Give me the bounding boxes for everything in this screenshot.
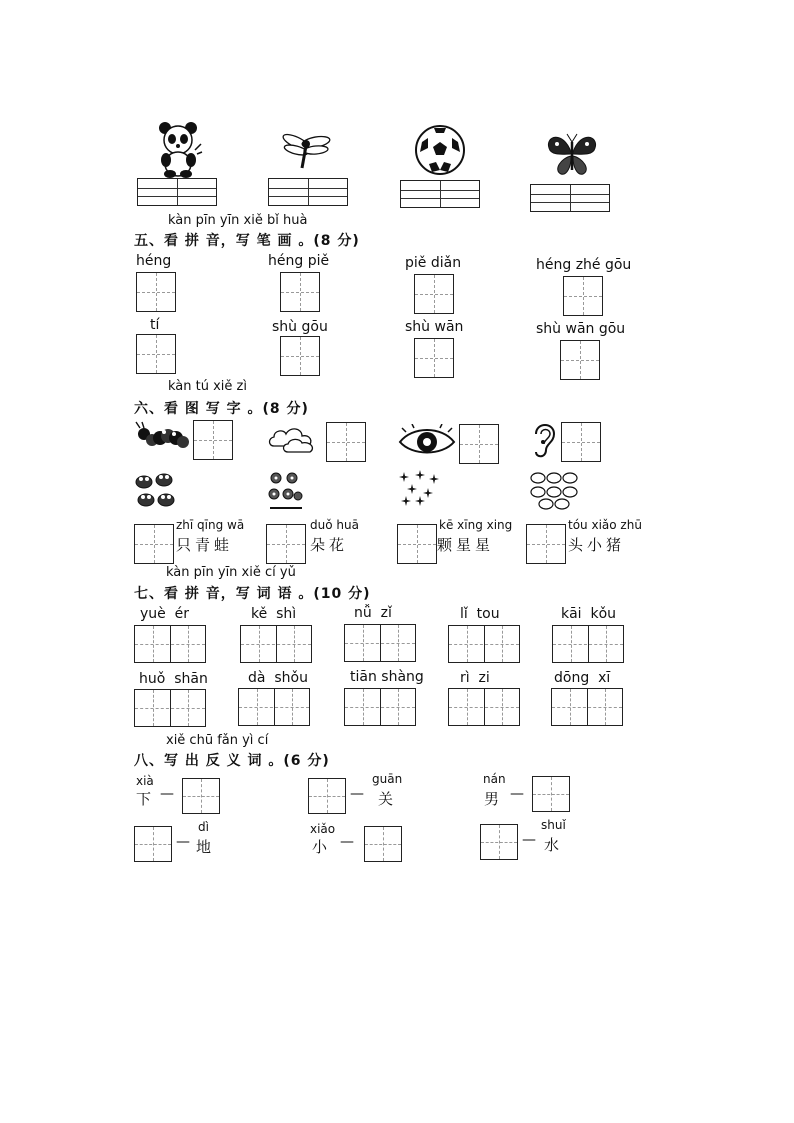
stroke-answer-box[interactable] <box>136 334 176 374</box>
antonym-pinyin: dì <box>198 820 209 834</box>
word-pinyin: rì zi <box>460 670 490 686</box>
word-pinyin: huǒ shān <box>139 671 208 687</box>
flowers-icon <box>266 470 306 510</box>
word-answer-box[interactable] <box>240 625 312 663</box>
word-pinyin: tiān shàng <box>350 669 424 685</box>
antonym-answer-box[interactable] <box>134 826 172 862</box>
dash: — <box>340 834 354 850</box>
dash: — <box>350 786 364 802</box>
word-answer-box[interactable] <box>448 688 520 726</box>
section7-title: 七、看 拼 音，写 词 语 。(10 分) <box>134 586 371 602</box>
char-answer-box[interactable] <box>459 424 499 464</box>
eye-icon <box>398 424 456 458</box>
word-answer-box[interactable] <box>344 624 416 662</box>
writing-box[interactable] <box>530 184 610 212</box>
word-pinyin: lǐ tou <box>460 606 500 622</box>
stroke-answer-box[interactable] <box>136 272 176 312</box>
group-text: 头小猪 <box>568 536 626 554</box>
stroke-label: shù wān gōu <box>536 321 626 337</box>
stars-icon <box>398 470 440 508</box>
dash: — <box>522 832 536 848</box>
group-pinyin: tóu xiǎo zhū <box>568 518 642 532</box>
stroke-label: shù gōu <box>272 319 328 335</box>
antonym-answer-box[interactable] <box>480 824 518 860</box>
dragonfly-icon <box>278 128 336 174</box>
section5-pinyin: kàn pīn yīn xiě bǐ huà <box>168 213 308 228</box>
writing-box[interactable] <box>400 180 480 208</box>
word-answer-box[interactable] <box>344 688 416 726</box>
number-answer-box[interactable] <box>134 524 174 564</box>
word-answer-box[interactable] <box>552 625 624 663</box>
panda-icon <box>155 120 203 178</box>
stroke-label: piě diǎn <box>405 255 462 271</box>
antonym-pinyin: nán <box>483 772 506 786</box>
word-pinyin: kě shì <box>251 606 297 622</box>
section6-title: 六、看 图 写 字 。(8 分) <box>134 401 309 417</box>
word-answer-box[interactable] <box>448 625 520 663</box>
word-pinyin: yuè ér <box>140 606 190 622</box>
word-pinyin: dōng xī <box>554 670 611 686</box>
antonym-pinyin: shuǐ <box>541 818 566 832</box>
stroke-answer-box[interactable] <box>563 276 603 316</box>
antonym-char: 男 <box>484 790 504 808</box>
soccer-ball-icon <box>414 124 466 176</box>
word-pinyin: dà shǒu <box>248 670 308 686</box>
char-answer-box[interactable] <box>193 420 233 460</box>
group-text: 只青蛙 <box>176 536 234 554</box>
group-text: 朵花 <box>310 536 349 554</box>
number-answer-box[interactable] <box>526 524 566 564</box>
antonym-char: 下 <box>136 790 156 808</box>
pigs-icon <box>528 470 582 510</box>
word-pinyin: nǚ zǐ <box>354 605 392 621</box>
butterfly-icon <box>543 130 601 178</box>
char-answer-box[interactable] <box>326 422 366 462</box>
stroke-label: shù wān <box>405 319 464 335</box>
antonym-char: 水 <box>544 836 564 854</box>
dash: — <box>176 834 190 850</box>
antonym-answer-box[interactable] <box>182 778 220 814</box>
group-pinyin: zhī qīng wā <box>176 518 245 532</box>
antonym-pinyin: xià <box>136 774 154 788</box>
section8-title: 八、写 出 反 义 词 。(6 分) <box>134 753 330 769</box>
section7-pinyin: kàn pīn yīn xiě cí yǔ <box>166 565 296 580</box>
char-answer-box[interactable] <box>561 422 601 462</box>
stroke-answer-box[interactable] <box>280 272 320 312</box>
antonym-char: 小 <box>312 838 332 856</box>
dash: — <box>160 786 174 802</box>
antonym-char: 关 <box>378 790 398 808</box>
antonym-answer-box[interactable] <box>364 826 402 862</box>
section5-title: 五、看 拼 音，写 笔 画 。(8 分) <box>134 233 360 249</box>
antonym-char: 地 <box>196 838 216 856</box>
stroke-label: héng <box>136 253 172 269</box>
stroke-answer-box[interactable] <box>560 340 600 380</box>
stroke-answer-box[interactable] <box>280 336 320 376</box>
number-answer-box[interactable] <box>266 524 306 564</box>
word-answer-box[interactable] <box>551 688 623 726</box>
ear-icon <box>530 420 558 460</box>
caterpillar-icon <box>134 420 190 456</box>
stroke-label: héng zhé gōu <box>536 257 632 273</box>
word-answer-box[interactable] <box>238 688 310 726</box>
antonym-answer-box[interactable] <box>532 776 570 812</box>
antonym-pinyin: xiǎo <box>310 822 336 836</box>
stroke-label: héng piě <box>268 253 330 269</box>
frogs-icon <box>134 470 184 510</box>
word-answer-box[interactable] <box>134 689 206 727</box>
number-answer-box[interactable] <box>397 524 437 564</box>
cloud-icon <box>266 424 322 456</box>
group-text: 颗星星 <box>437 536 495 554</box>
dash: — <box>510 786 524 802</box>
section8-pinyin: xiě chū fǎn yì cí <box>166 733 269 748</box>
group-pinyin: kē xīng xing <box>439 518 513 532</box>
word-pinyin: kāi kǒu <box>561 606 617 622</box>
writing-box[interactable] <box>137 178 217 206</box>
antonym-pinyin: guān <box>372 772 403 786</box>
section6-pinyin: kàn tú xiě zì <box>168 379 247 394</box>
stroke-answer-box[interactable] <box>414 338 454 378</box>
writing-box[interactable] <box>268 178 348 206</box>
group-pinyin: duǒ huā <box>310 518 359 532</box>
stroke-answer-box[interactable] <box>414 274 454 314</box>
stroke-label: tí <box>150 317 160 333</box>
antonym-answer-box[interactable] <box>308 778 346 814</box>
word-answer-box[interactable] <box>134 625 206 663</box>
